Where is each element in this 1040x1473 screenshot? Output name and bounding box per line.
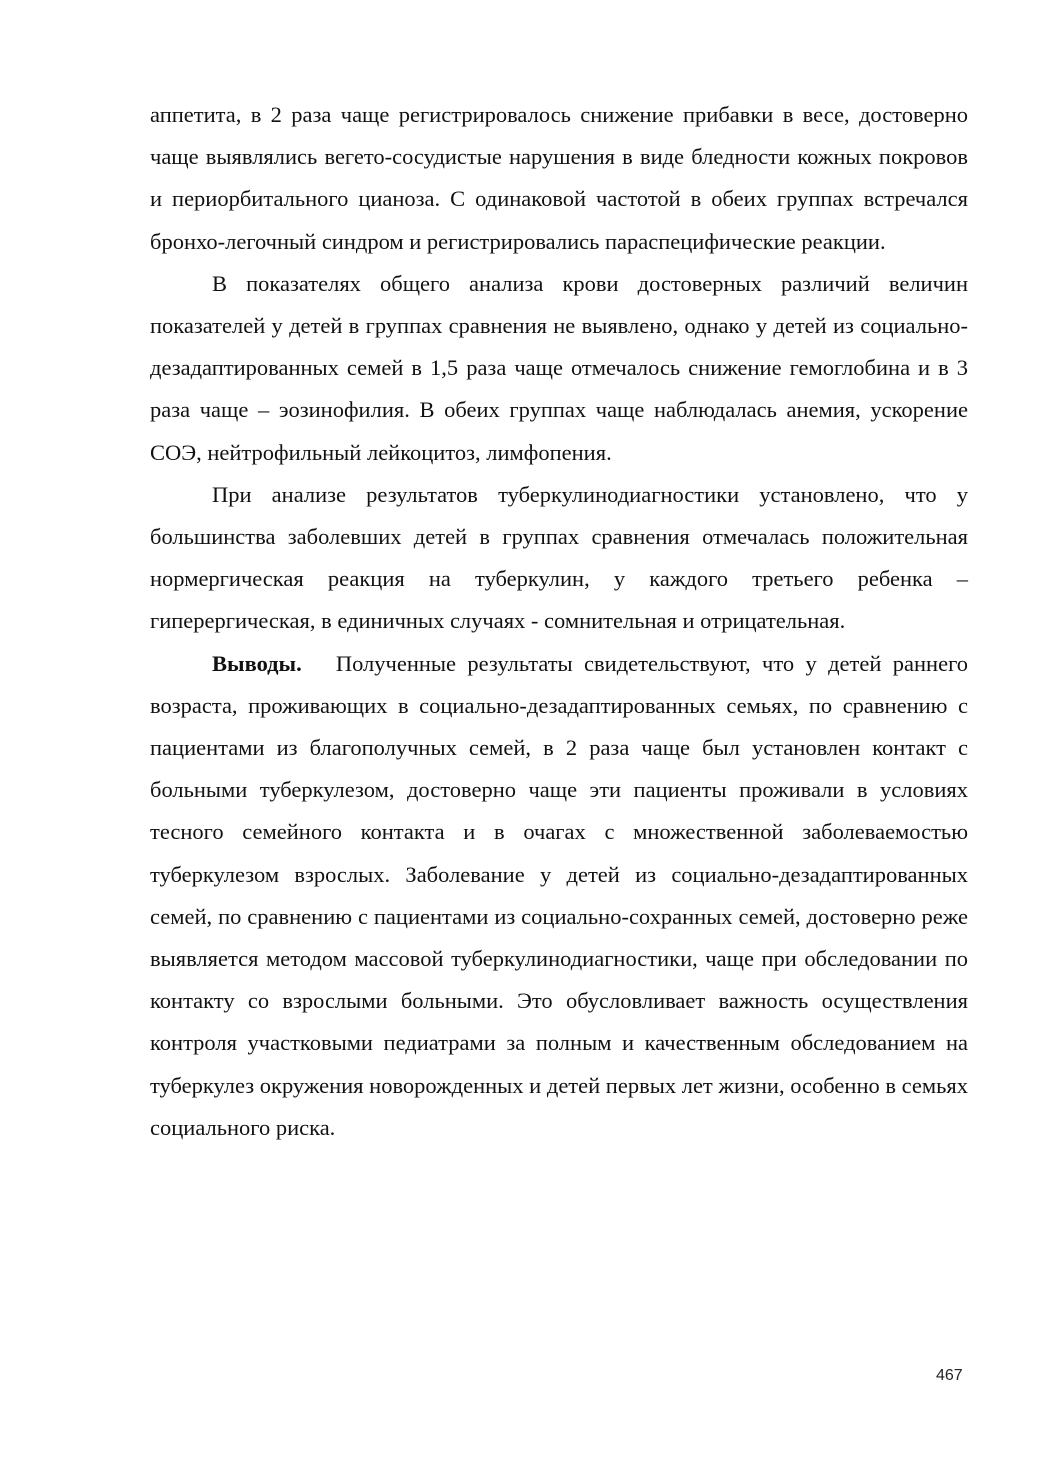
paragraph-tuberculin-diagnostics: При анализе результатов туберкулинодиагностики установлено, что у большинства заболевших детей в группах сравнения отмечалась положительная нормергическая реакция на туберкулин, у каждого третьего ребенка – гиперергическая, в единичных случаях - сомнительная и отрицательная.	[150, 481, 968, 634]
document-body	[150, 94, 968, 1149]
page-number: 467	[936, 1367, 963, 1384]
paragraph-blood-analysis: В показателях общего анализа крови достоверных различий величин показателей у детей в группах сравнения не выявлено, однако у детей из социально-дезадаптированных семей в 1,5 раза чаще отмечалось снижение гемоглобина и в 3 раза чаще – эозинофилия. В обеих группах чаще наблюдалась анемия, ускорение СОЭ, нейтрофильный лейкоцитоз, лимфопения.	[150, 270, 968, 465]
conclusions-heading: Выводы.	[212, 650, 302, 676]
conclusions-text: Полученные результаты свидетельствуют, что у детей раннего возраста, проживающих в социально-дезадаптированных семьях, по сравнению с пациентами из благополучных семей, в 2 раза чаще был установлен контакт с больными туберкулезом, достоверно чаще эти пациенты проживали в условиях тесного семейного контакта и в очагах с множественной заболеваемостью туберкулезом взрослых. Заболевание у детей из социально-дезадаптированных семей, по сравнению с пациентами из социально-сохранных семей, достоверно реже выявляется методом массовой туберкулинодиагностики, чаще при обследовании по контакту со взрослыми больными. Это обусловливает важность осуществления контроля участковыми педиатрами за полным и качественным обследованием на туберкулез окружения новорожденных и детей первых лет жизни, особенно в семьях социального риска.	[150, 650, 968, 1140]
paragraph-conclusions	[150, 643, 968, 1149]
paragraph-appetite-findings: аппетита, в 2 раза чаще регистрировалось снижение прибавки в весе, достоверно чаще выявлялись вегето-сосудистые нарушения в виде бледности кожных покровов и периорбитального цианоза. С одинаковой частотой в обеих группах встречался бронхо-легочный синдром и регистрировались параспецифические реакции.	[150, 102, 968, 254]
